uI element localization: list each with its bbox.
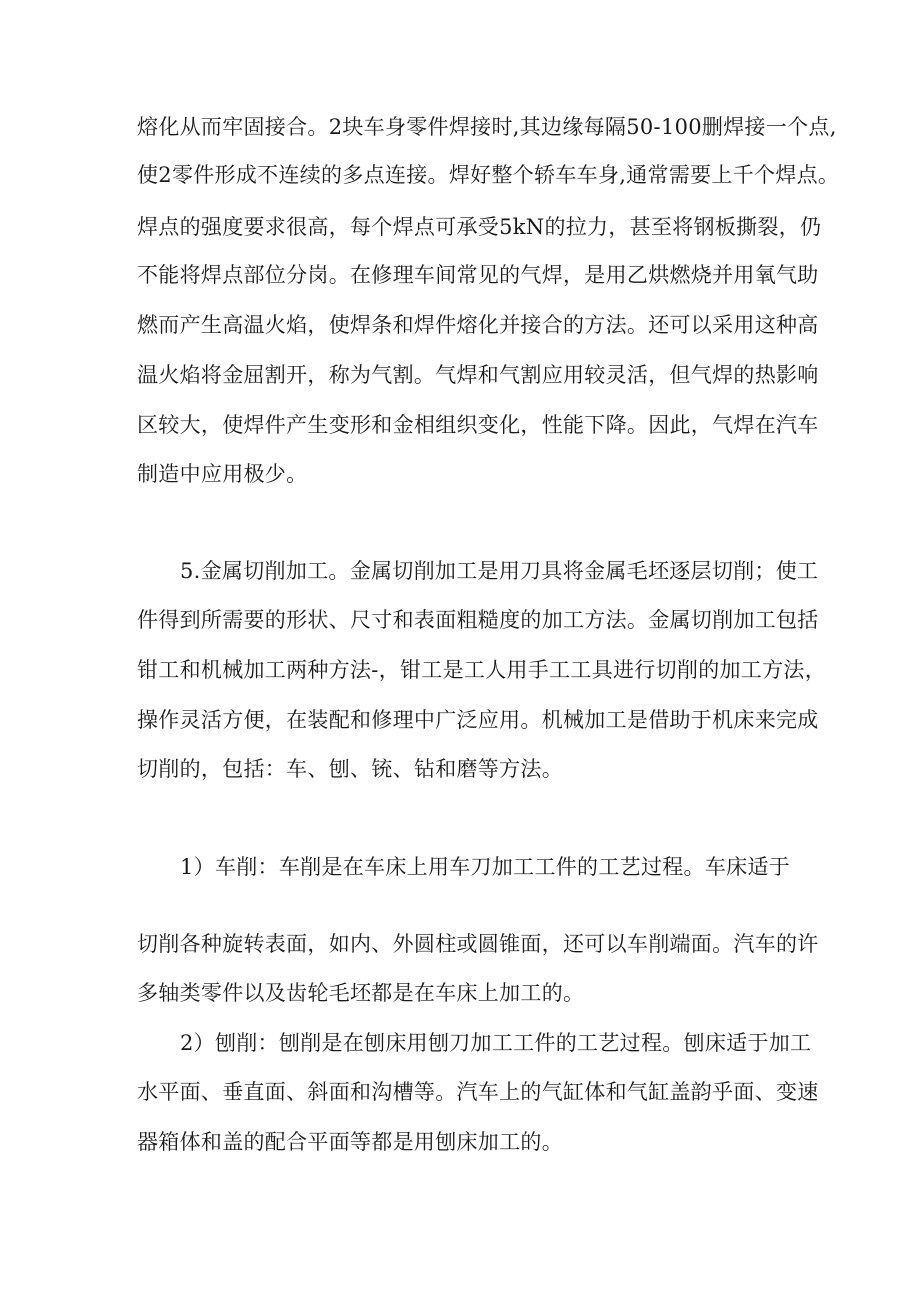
text-line: 使2零件形成不连续的多点连接。焊好整个轿车车身,通常需要上千个焊点。 <box>137 163 840 187</box>
text-line: 熔化从而牢固接合。2块车身零件焊接时,其边缘每隔50-100删焊接一个点, <box>137 115 837 139</box>
text-line: 区较大，使焊件产生变形和金相组织变化，性能下降。因此，气焊在汽车 <box>137 413 819 437</box>
text-line: 操作灵活方便，在装配和修理中广泛应用。机械加工是借助于机床来完成 <box>137 708 819 732</box>
text-line: 件得到所需要的形状、尺寸和表面粗糙度的加工方法。金属切削加工包括 <box>137 608 819 632</box>
text-line: 切削各种旋转表面，如内、外圆柱或圆锥面，还可以车削端面。汽车的许 <box>137 932 819 956</box>
text-line: 温火焰将金屈割开，称为气割。气焊和气割应用较灵活，但气焊的热影响 <box>137 363 819 387</box>
text-line: 水平面、垂直面、斜面和沟槽等。汽车上的气缸体和气缸盖韵乎面、变速 <box>137 1080 819 1104</box>
text-line: 制造中应用极少。 <box>137 462 308 486</box>
text-line: 焊点的强度要求很高，每个焊点可承受5kN的拉力，甚至将钢板撕裂，仍 <box>137 215 822 239</box>
text-line: 器箱体和盖的配合平面等都是用刨床加工的。 <box>137 1130 563 1154</box>
text-line: 多轴类零件以及齿轮毛坯都是在车床上加工的。 <box>137 981 585 1005</box>
text-line: 钳工和机械加工两种方法-，钳工是工人用手工工具进行切削的加工方法， <box>137 658 826 682</box>
text-line: 切削的，包括：车、刨、铳、钻和磨等方法。 <box>137 757 563 781</box>
text-line: 不能将焊点部位分岗。在修理车间常见的气焊，是用乙烘燃烧并用氧气助 <box>137 263 819 287</box>
list-item-line: 2）刨削：刨削是在刨床用刨刀加工工件的工艺过程。刨床适于加工 <box>180 1031 812 1055</box>
text-line: 燃而产生高温火焰，使焊条和焊件熔化并接合的方法。还可以采用这种高 <box>137 313 819 337</box>
section-heading-line: 5.金属切削加工。金属切削加工是用刀具将金属毛坯逐层切削；使工 <box>180 559 819 583</box>
list-item-line: 1）车削：车削是在车床上用车刀加工工件的工艺过程。车床适于 <box>180 855 791 879</box>
